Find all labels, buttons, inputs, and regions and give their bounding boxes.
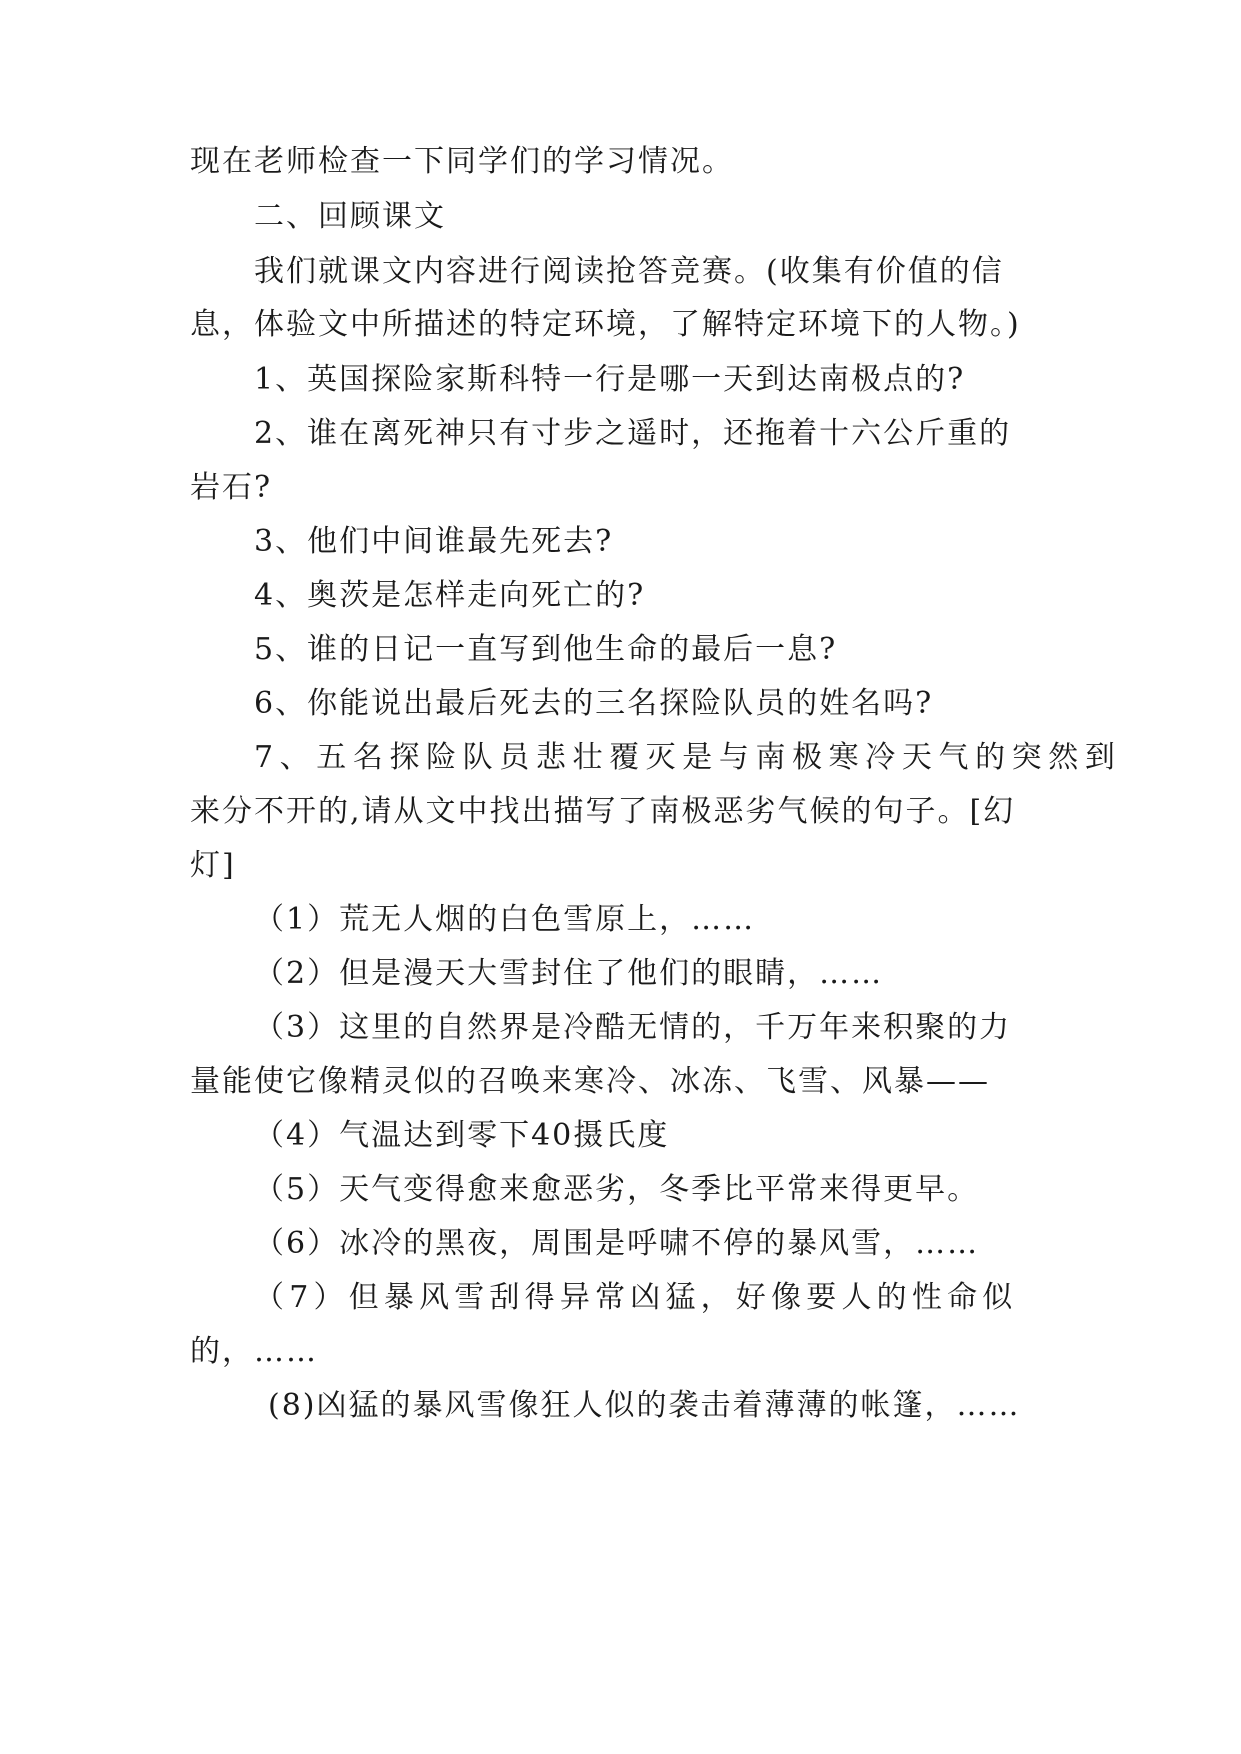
quote-item: （1）荒无人烟的白色雪原上，……: [254, 902, 756, 937]
quote-item: （6）冰冷的黑夜，周围是呼啸不停的暴风雪，……: [254, 1226, 980, 1261]
question-item: 1、英国探险家斯科特一行是哪一天到达南极点的?: [254, 362, 966, 397]
quote-item: （5）天气变得愈来愈恶劣，冬季比平常来得更早。: [254, 1172, 980, 1207]
quote-item: （3）这里的自然界是冷酷无情的，千万年来积聚的力: [254, 1010, 1012, 1045]
question-item: 7、五名探险队员悲壮覆灭是与南极寒冷天气的突然到: [254, 740, 1122, 775]
section-heading: 二、回顾课文: [254, 199, 446, 234]
text-line: 我们就课文内容进行阅读抢答竞赛。(收集有价值的信: [254, 254, 1004, 289]
text-line: 岩石?: [190, 470, 273, 505]
quote-item: （4）气温达到零下40摄氏度: [254, 1118, 670, 1153]
question-item: 6、你能说出最后死去的三名探险队员的姓名吗?: [254, 686, 934, 721]
question-item: 5、谁的日记一直写到他生命的最后一息?: [254, 632, 838, 667]
text-line: 灯]: [190, 848, 236, 883]
text-line: 息，体验文中所描述的特定环境，了解特定环境下的人物。): [190, 307, 1021, 342]
text-line: 的，……: [190, 1334, 318, 1369]
text-line: 来分不开的,请从文中找出描写了南极恶劣气候的句子。[幻: [190, 794, 1016, 829]
text-line: 量能使它像精灵似的召唤来寒冷、冰冻、飞雪、风暴——: [190, 1064, 990, 1099]
question-item: 2、谁在离死神只有寸步之遥时，还拖着十六公斤重的: [254, 416, 1012, 451]
question-item: 3、他们中间谁最先死去?: [254, 524, 614, 559]
quote-item: （7）但暴风雪刮得异常凶猛，好像要人的性命似: [254, 1280, 1018, 1315]
question-item: 4、奥茨是怎样走向死亡的?: [254, 578, 646, 613]
quote-item: （2）但是漫天大雪封住了他们的眼睛，……: [254, 956, 884, 991]
quote-item: (8)凶猛的暴风雪像狂人似的袭击着薄薄的帐篷，……: [268, 1388, 1021, 1423]
text-line: 现在老师检查一下同学们的学习情况。: [190, 144, 734, 179]
